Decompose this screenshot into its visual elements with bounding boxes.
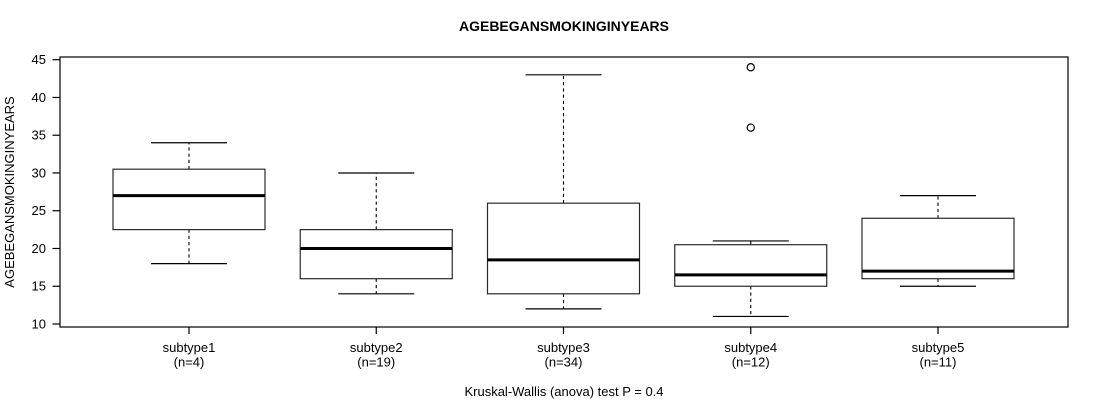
x-axis-labels xyxy=(163,327,965,370)
group-label: subtype2 xyxy=(349,340,403,355)
iqr-box xyxy=(300,230,452,279)
y-tick-label: 25 xyxy=(31,203,46,219)
y-axis-label: AGEBEGANSMOKINGINYEARS xyxy=(2,96,17,288)
group-label: subtype5 xyxy=(911,340,965,355)
y-tick-label: 20 xyxy=(31,240,46,256)
box-group-subtype2 xyxy=(300,173,452,294)
group-label: subtype3 xyxy=(537,340,590,355)
chart-title: AGEBEGANSMOKINGINYEARS xyxy=(458,18,670,34)
iqr-box xyxy=(488,203,640,294)
box-group-subtype5 xyxy=(862,196,1014,287)
group-label: subtype1 xyxy=(162,340,216,355)
iqr-box xyxy=(862,218,1014,278)
plot-area xyxy=(113,64,1014,317)
y-axis xyxy=(32,52,60,331)
y-tick-label: 40 xyxy=(31,89,46,105)
iqr-box xyxy=(675,245,827,287)
outlier-point xyxy=(747,64,754,71)
caption: Kruskal-Wallis (anova) test P = 0.4 xyxy=(464,384,664,399)
group-n-label: (n=4) xyxy=(173,354,205,370)
iqr-box xyxy=(113,169,265,229)
box-group-subtype1 xyxy=(113,143,265,264)
box-group-subtype4 xyxy=(675,64,827,317)
outlier-point xyxy=(747,124,754,131)
group-n-label: (n=19) xyxy=(357,354,396,370)
box-group-subtype3 xyxy=(488,75,640,309)
y-tick-label: 35 xyxy=(31,127,46,143)
y-tick-label: 15 xyxy=(31,278,46,294)
group-n-label: (n=34) xyxy=(544,354,583,370)
group-label: subtype4 xyxy=(724,340,778,355)
group-n-label: (n=12) xyxy=(731,354,770,370)
group-n-label: (n=11) xyxy=(919,354,957,370)
y-tick-label: 30 xyxy=(31,165,46,181)
y-tick-label: 45 xyxy=(31,52,46,68)
y-tick-label: 10 xyxy=(31,316,46,332)
